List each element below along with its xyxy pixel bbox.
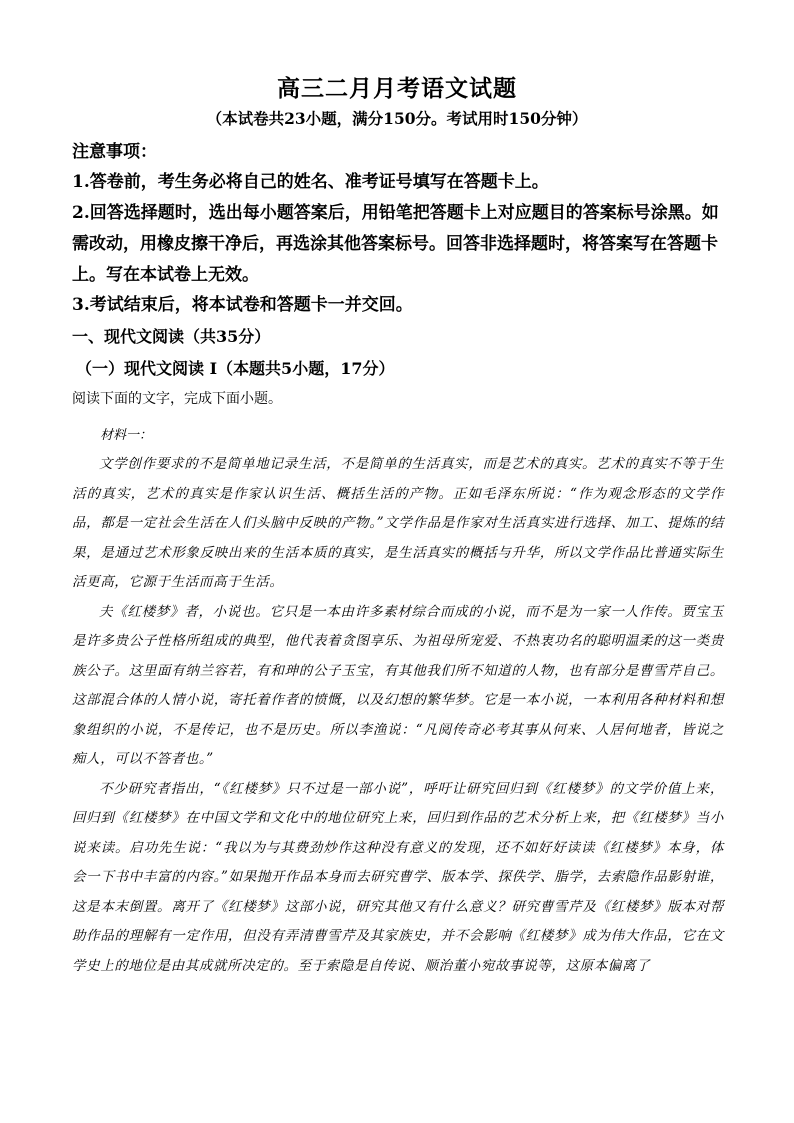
passage-paragraph-2: 夫《红楼梦》者，小说也。它只是一本由许多素材综合而成的小说，而不是为一家一人作传。贾宝玉是许多贵公子性格所组成的典型，他代表着贪图享乐、为祖母所宠爱、不热衷功名的聪明温柔的这一类贵族公子。这里面有纳兰容若，有和珅的公子玉宝，有其他我们所不知道的人物，也有部分是曹雪芹自己。这部混合体的人情小说，寄托着作者的愤慨，以及幻想的繁华梦。它是一本小说，一本利用各种材料和想象组织的小说，不是传记，也不是历史。所以李渔说：“凡阅传奇必考其事从何来、人居何地者，皆说之痴人，可以不答者也。” [72,603,724,767]
part-title: 一、现代文阅读（共35分） [72,327,271,346]
sub-section-title: （一）现代文阅读 I（本题共5小题，17分） [76,359,395,378]
passage-paragraph-3: 不少研究者指出，“《红楼梦》只不过是一部小说”，呼吁让研究回归到《红楼梦》的文学价值上来，回归到《红楼梦》在中国文学和文化中的地位研究上来，回归到作品的艺术分析上来，把《红楼梦》当小说来读。启功先生说：“我以为与其费劲炒作这种没有意义的发现，还不如好好读读《红楼梦》本身，体会一下书中丰富的内容。”如果抛开作品本身而去研究曹学、版本学、探佚学、脂学，去索隐作品影射谁，这是本末倒置。离开了《红楼梦》这部小说，研究其他又有什么意义？研究曹雪芹及《红楼梦》版本对帮助作品的理解有一定作用，但没有弄清曹雪芹及其家族史，并不会影响《红楼梦》成为伟大作品，它在文学史上的地位是由其成就所决定的。至于索隐是自传说、顺治董小宛故事说等，这原本偏离了 [72,780,724,974]
reading-passage [72,450,724,981]
notice-item-3: 3.考试结束后，将本试卷和答题卡一并交回。 [72,295,413,315]
page-title: 高三二月月考语文试题 [277,75,517,102]
exam-info-subtitle: （本试卷共23小题，满分150分。考试用时150分钟） [206,109,588,128]
notice-item-2: 2.回答选择题时，选出每小题答案后，用铅笔把答题卡上对应题目的答案标号涂黑。如需改动，用橡皮擦干净后，再选涂其他答案标号。回答非选择题时，将答案写在答题卡上。写在本试卷上无效。 [72,203,719,285]
notice-heading: 注意事项： [72,142,157,162]
notice-item-1: 1.答卷前，考生务必将自己的姓名、准考证号填写在答题卡上。 [72,172,549,192]
material-label: 材料一： [100,428,153,443]
reading-instruction: 阅读下面的文字，完成下面小题。 [72,391,282,407]
passage-paragraph-1: 文学创作要求的不是简单地记录生活，不是简单的生活真实，而是艺术的真实。艺术的真实不等于生活的真实，艺术的真实是作家认识生活、概括生活的产物。正如毛泽东所说：“作为观念形态的文学作品，都是一定社会生活在人们头脑中反映的产物。”文学作品是作家对生活真实进行选择、加工、提炼的结果，是通过艺术形象反映出来的生活本质的真实，是生活真实的概括与升华，所以文学作品比普通实际生活更高，它源于生活而高于生活。 [72,456,724,590]
